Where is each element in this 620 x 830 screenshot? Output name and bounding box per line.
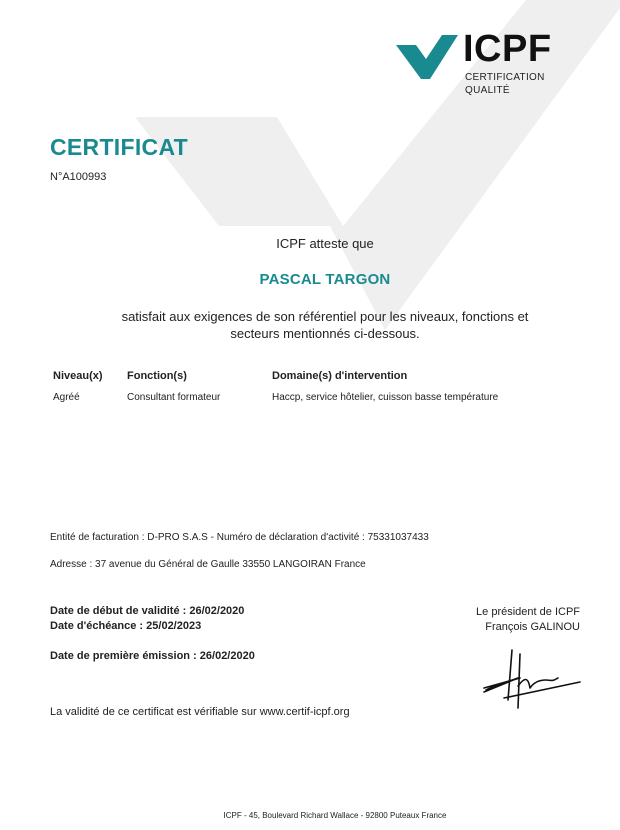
logo-subtitle-line2: QUALITÉ	[465, 85, 510, 96]
verification-note: La validité de ce certificat est vérifiable sur www.certif-icpf.org	[50, 706, 350, 718]
attestation-intro: ICPF atteste que	[276, 236, 374, 251]
header-functions: Fonction(s)	[127, 370, 187, 382]
statement-line-2: secteurs mentionnés ci-dessous.	[230, 326, 420, 341]
billing-address: Adresse : 37 avenue du Général de Gaulle 33550 LANGOIRAN France	[50, 559, 366, 570]
certificate-number: N°A100993	[50, 171, 107, 183]
logo-name: ICPF	[463, 28, 552, 70]
statement-line-1: satisfait aux exigences de son référentiel pour les niveaux, fonctions et	[121, 309, 529, 324]
attestation-statement	[0, 308, 620, 342]
cell-level: Agréé	[53, 392, 80, 403]
footer-address: ICPF - 45, Boulevard Richard Wallace - 92800 Puteaux France	[223, 811, 447, 820]
signatory-name: François GALINOU	[485, 621, 580, 633]
logo-subtitle-line1: CERTIFICATION	[465, 72, 545, 83]
cell-domain: Haccp, service hôtelier, cuisson basse température	[272, 392, 499, 403]
header-levels: Niveau(x)	[53, 370, 103, 382]
holder-name: PASCAL TARGON	[259, 271, 391, 288]
cell-function: Consultant formateur	[127, 392, 221, 403]
validity-start-date: Date de début de validité : 26/02/2020	[50, 605, 245, 617]
signatory-block	[476, 605, 580, 635]
first-issue-date: Date de première émission : 26/02/2020	[50, 650, 255, 662]
signature-icon	[482, 648, 582, 710]
certificate-title: CERTIFICAT	[50, 134, 189, 160]
billing-entity: Entité de facturation : D-PRO S.A.S - Numéro de déclaration d'activité : 75331037433	[50, 532, 429, 543]
signatory-role: Le président de ICPF	[476, 606, 580, 618]
header-domains: Domaine(s) d'intervention	[272, 370, 408, 382]
logo-subtitle	[465, 71, 545, 97]
icpf-logo	[396, 28, 556, 99]
checkmark-icon	[396, 35, 458, 79]
expiry-date: Date d'échéance : 25/02/2023	[50, 620, 202, 632]
